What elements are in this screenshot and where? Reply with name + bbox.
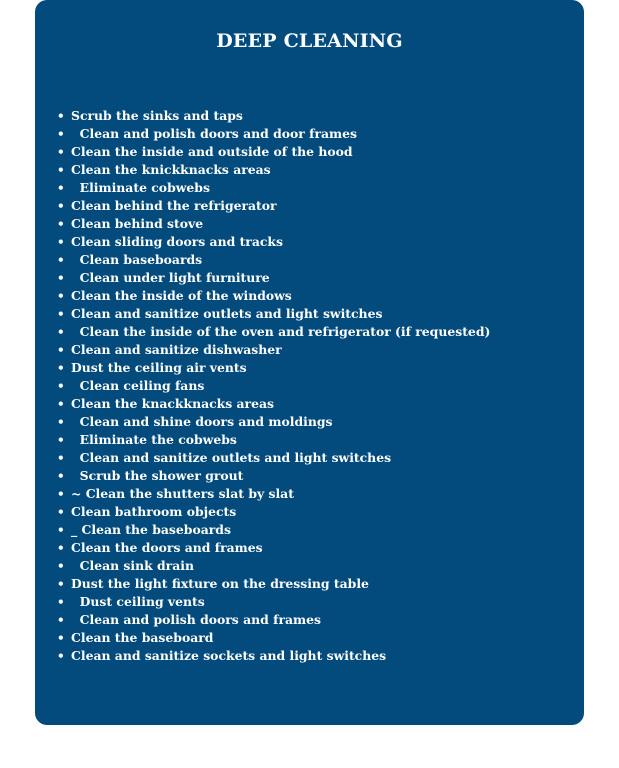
bullet-icon: • [57,523,65,537]
list-item [57,359,490,377]
checklist [57,107,490,665]
list-item [57,395,490,413]
bullet-icon: • [57,199,65,213]
bullet-icon: • [57,127,65,141]
bullet-icon: • [57,397,65,411]
list-item [57,161,490,179]
list-item-label: Scrub the sinks and taps [71,108,243,123]
list-item [57,233,490,251]
bullet-icon: • [57,613,65,627]
list-item [57,107,490,125]
list-item [57,377,490,395]
list-item-label: Clean and sanitize sockets and light switches [71,648,387,663]
bullet-icon: • [57,379,65,393]
list-item [57,449,490,467]
list-item-label: Clean the knackknacks areas [71,396,274,411]
list-item [57,467,490,485]
bullet-icon: • [57,415,65,429]
list-item-label: Clean the baseboard [71,630,214,645]
list-item-label: Clean and sanitize outlets and light switches [71,306,383,321]
list-item-label: Dust the light fixture on the dressing table [71,576,369,591]
list-item-label: Clean the knickknacks areas [71,162,271,177]
bullet-icon: • [57,487,65,501]
bullet-icon: • [57,325,65,339]
list-item-label: Clean and shine doors and moldings [71,414,333,429]
list-item-label: _ Clean the baseboards [71,522,231,537]
list-item-label: Clean sink drain [71,558,194,573]
list-item [57,125,490,143]
bullet-icon: • [57,505,65,519]
bullet-icon: • [57,253,65,267]
list-item [57,431,490,449]
list-item-label: Clean and polish doors and door frames [71,126,358,141]
list-item-label: Clean behind the refrigerator [71,198,277,213]
bullet-icon: • [57,361,65,375]
list-item-label: Clean sliding doors and tracks [71,234,283,249]
list-item [57,305,490,323]
bullet-icon: • [57,433,65,447]
list-item-label: Clean under light furniture [71,270,270,285]
list-item-label: Clean the inside of the oven and refrigerator (if requested) [71,324,491,339]
list-item-label: Clean ceiling fans [71,378,205,393]
list-item [57,557,490,575]
bullet-icon: • [57,271,65,285]
list-item-label: Clean and sanitize outlets and light switches [71,450,392,465]
list-item [57,521,490,539]
bullet-icon: • [57,109,65,123]
list-item [57,503,490,521]
bullet-icon: • [57,649,65,663]
list-item-label: Clean baseboards [71,252,203,267]
list-item [57,251,490,269]
list-item-label: Clean bathroom objects [71,504,237,519]
list-item-label: Clean the inside of the windows [71,288,292,303]
list-item-label: Clean and sanitize dishwasher [71,342,282,357]
bullet-icon: • [57,163,65,177]
list-item-label: Eliminate cobwebs [71,180,210,195]
list-item [57,575,490,593]
list-item [57,593,490,611]
bullet-icon: • [57,595,65,609]
list-item [57,143,490,161]
list-item [57,269,490,287]
list-item [57,341,490,359]
list-item-label: Clean the doors and frames [71,540,263,555]
bullet-icon: • [57,289,65,303]
page-title: DEEP CLEANING [216,30,403,52]
list-item [57,647,490,665]
bullet-icon: • [57,577,65,591]
list-item [57,287,490,305]
bullet-icon: • [57,307,65,321]
bullet-icon: • [57,559,65,573]
list-item-label: Scrub the shower grout [71,468,244,483]
list-item [57,215,490,233]
list-item-label: Dust the ceiling air vents [71,360,247,375]
list-item [57,323,490,341]
list-item-label: Clean the inside and outside of the hood [71,144,353,159]
bullet-icon: • [57,451,65,465]
list-item-label: Dust ceiling vents [71,594,205,609]
bullet-icon: • [57,469,65,483]
list-item [57,197,490,215]
list-item [57,413,490,431]
list-item [57,179,490,197]
bullet-icon: • [57,181,65,195]
list-item-label: Clean and polish doors and frames [71,612,321,627]
list-item [57,485,490,503]
bullet-icon: • [57,343,65,357]
list-item-label: ~ Clean the shutters slat by slat [71,486,294,501]
list-item [57,611,490,629]
bullet-icon: • [57,145,65,159]
list-item [57,629,490,647]
list-item-label: Clean behind stove [71,216,204,231]
bullet-icon: • [57,217,65,231]
list-item-label: Eliminate the cobwebs [71,432,237,447]
bullet-icon: • [57,541,65,555]
deep-cleaning-card [35,0,584,725]
bullet-icon: • [57,235,65,249]
list-item [57,539,490,557]
bullet-icon: • [57,631,65,645]
